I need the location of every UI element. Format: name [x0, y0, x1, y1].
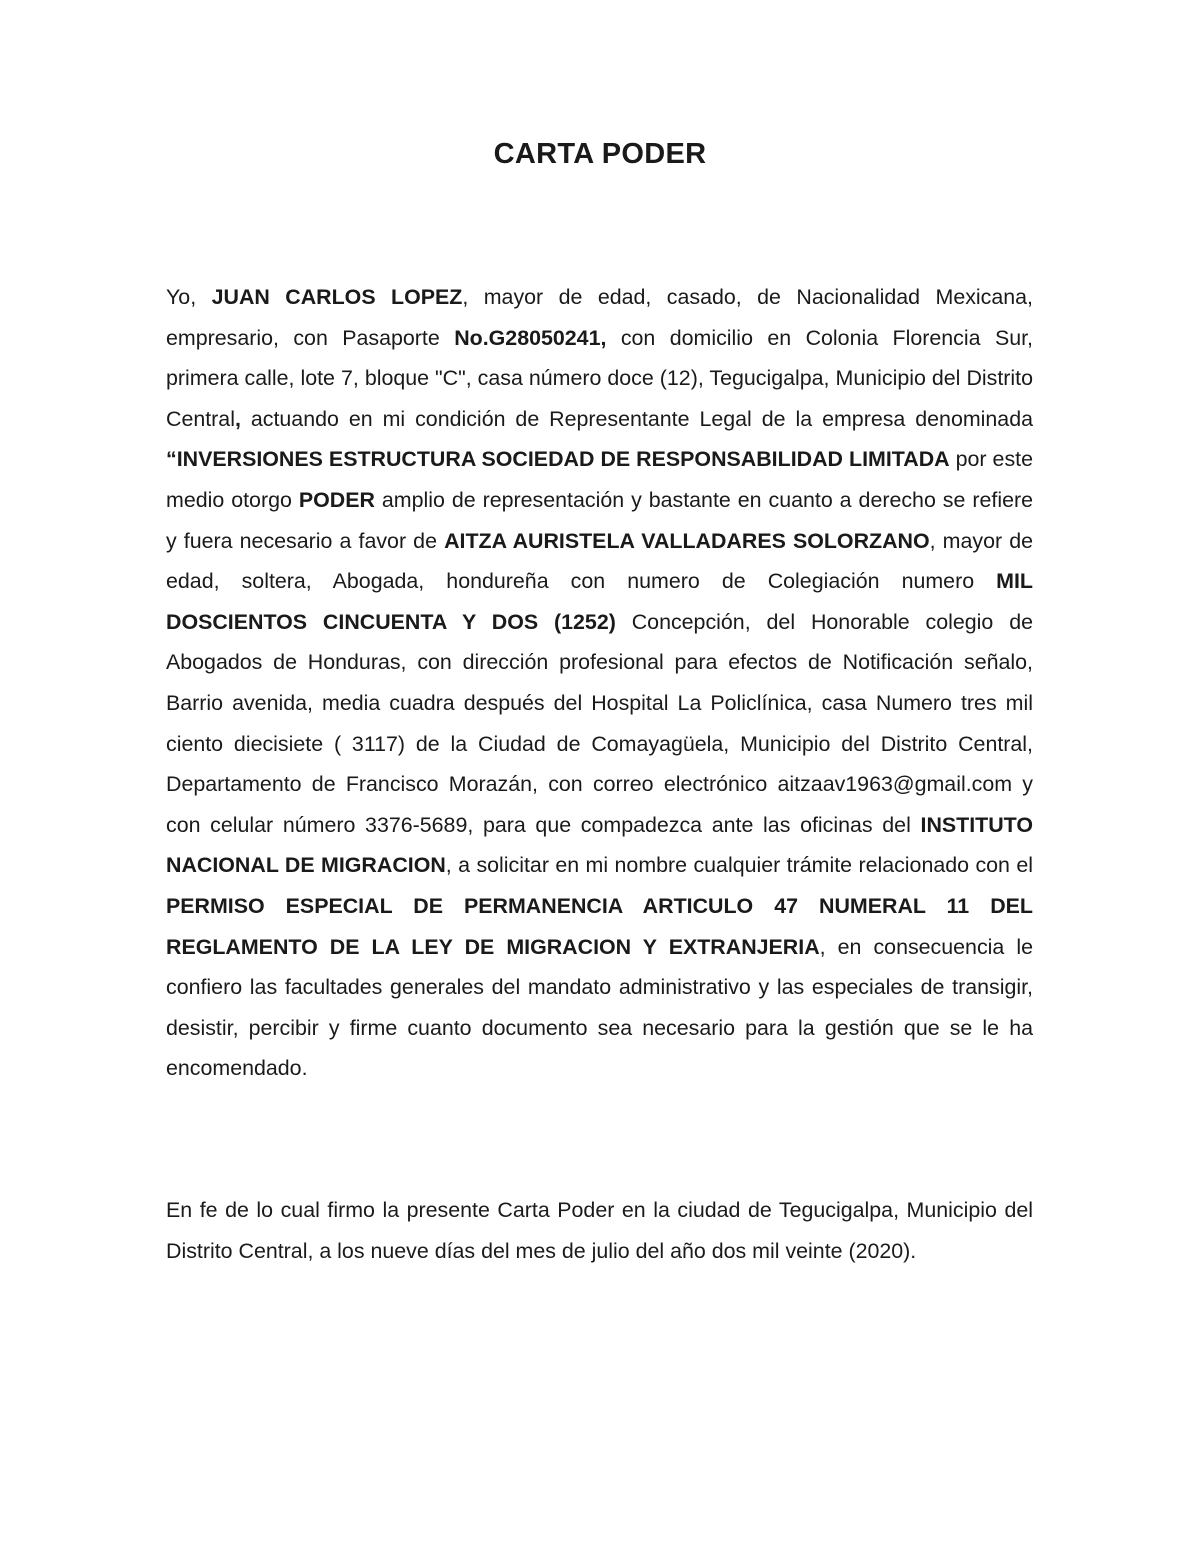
text-run: En fe de lo cual firmo la presente Carta Poder en la ciudad de Tegucigalpa, Municipio del Distrito Central, a los nueve días del mes de julio del año dos mil veinte (2020). — [166, 1198, 1033, 1263]
text-run: , en consecuencia le confiero las facultades generales del mandato administrativo y las especiales de transigir, desistir, percibir y firme cuanto documento sea necesario para la gestión que se le ha encomendado. — [166, 934, 1033, 1081]
text-run: , a solicitar en mi nombre cualquier trámite relacionado con el — [445, 853, 1033, 878]
grantor-name: JUAN CARLOS LOPEZ — [211, 285, 463, 309]
body-paragraph-1 — [166, 277, 1033, 1089]
power-keyword: PODER — [298, 487, 375, 512]
text-run: , mayor de edad, soltera, Abogada, hondureña con numero de Colegiación numero — [166, 528, 1033, 594]
document-title: CARTA PODER — [493, 138, 707, 170]
text-run: por este medio otorgo — [166, 447, 1033, 512]
text-run: amplio de representación y bastante en cuanto a derecho se refiere y fuera necesario a favor de — [166, 487, 1033, 553]
text-run: Yo, — [166, 285, 212, 309]
attorney-name: AITZA AURISTELA VALLADARES SOLORZANO — [444, 528, 930, 553]
text-run: Concepción, del Honorable colegio de Abogados de Honduras, con dirección profesional para efectos de Notificación señalo, Barrio avenida, media cuadra después del Hospital La Policlínica, casa Numero tres mil ciento diecisiete ( 3117) de la Ciudad de Comayagüela, Municipio del Distrito Central, Departamento de Francisco Morazán, con correo electrónico aitzaav1963@gmail.com y con celular número 3376-5689, para que compadezca ante las oficinas del — [166, 609, 1033, 837]
institution-name: INSTITUTO NACIONAL DE MIGRACION — [166, 812, 1033, 878]
text-run: , mayor de edad, casado, de Nacionalidad Mexicana, empresario, con Pasaporte — [166, 285, 1033, 350]
permit-description: PERMISO ESPECIAL DE PERMANENCIA ARTICULO 47 NUMERAL 11 DEL REGLAMENTO DE LA LEY DE MIGRACION Y EXTRANJERIA — [166, 893, 1033, 959]
bold-comma: , — [234, 406, 241, 431]
text-run: actuando en mi condición de Representante Legal de la empresa denominada — [240, 406, 1033, 431]
body-paragraph-2 — [166, 1190, 1033, 1271]
passport-number: No.G28050241, — [454, 325, 607, 350]
company-name: “INVERSIONES ESTRUCTURA SOCIEDAD DE RESPONSABILIDAD LIMITADA — [166, 447, 950, 472]
bar-registration-number: MIL DOSCIENTOS CINCUENTA Y DOS (1252) — [166, 569, 1033, 634]
text-run: con domicilio en Colonia Florencia Sur, primera calle, lote 7, bloque "C", casa número doce (12), Tegucigalpa, Municipio del Distrito Central — [166, 325, 1033, 431]
